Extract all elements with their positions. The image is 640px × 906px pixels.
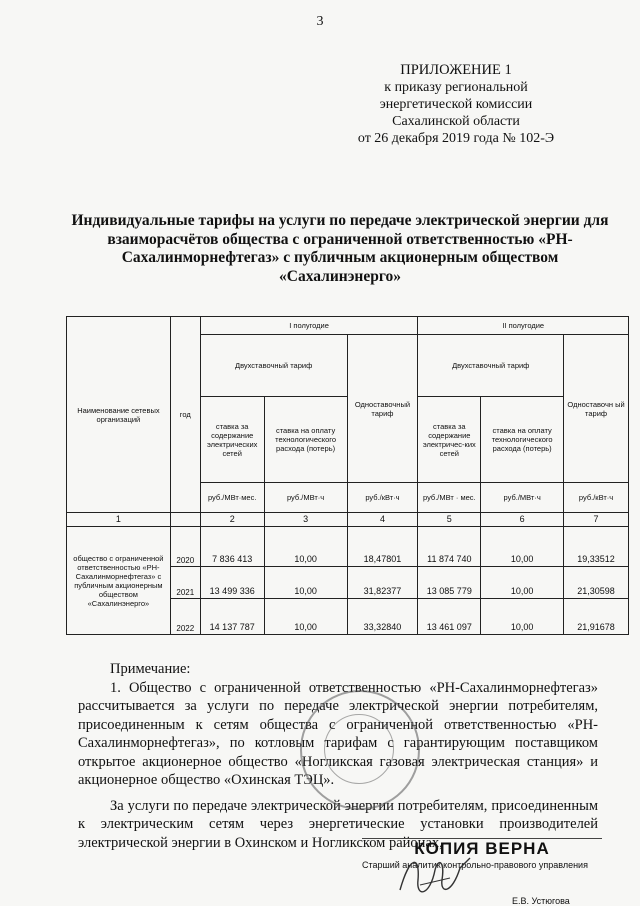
header-rate-loss-2: ставка на оплату технологического расхода (потерь) bbox=[481, 397, 564, 483]
note-heading: Примечание: bbox=[110, 661, 191, 677]
tariff-table bbox=[66, 316, 629, 635]
header-half-2: II полугодие bbox=[418, 317, 629, 335]
column-number: 3 bbox=[264, 513, 347, 527]
value-cell: 19,33512 bbox=[564, 527, 629, 567]
column-number: 1 bbox=[67, 513, 171, 527]
value-cell: 7 836 413 bbox=[200, 527, 264, 567]
unit-cell: руб./кВт·ч bbox=[347, 483, 418, 513]
header-rate-maint-2: ставка за содержание электричес-ких сетей bbox=[418, 397, 481, 483]
value-cell: 18,47801 bbox=[347, 527, 418, 567]
value-cell: 10,00 bbox=[481, 567, 564, 599]
value-cell: 10,00 bbox=[481, 599, 564, 635]
year-cell: 2020 bbox=[170, 527, 200, 567]
copy-stamp-subtitle: Старший аналитик контрольно-правового управления bbox=[362, 860, 588, 870]
header-one-part-2: Одноставочн ый тариф bbox=[564, 335, 629, 483]
copy-stamp-name: Е.В. Устюгова bbox=[512, 896, 570, 906]
appendix-line-4: от 26 декабря 2019 года № 102-Э bbox=[357, 131, 555, 146]
value-cell: 13 461 097 bbox=[418, 599, 481, 635]
header-rate-maint-1: ставка за содержание электрических сетей bbox=[200, 397, 264, 483]
table-row bbox=[67, 527, 629, 567]
unit-cell: руб./МВт·мес. bbox=[200, 483, 264, 513]
header-rate-loss-1: ставка на оплату технологического расхода (потерь) bbox=[264, 397, 347, 483]
handwritten-signature bbox=[390, 850, 480, 902]
copy-stamp-title: КОПИЯ ВЕРНА bbox=[362, 838, 602, 859]
header-half-1: I полугодие bbox=[200, 317, 418, 335]
value-cell: 14 137 787 bbox=[200, 599, 264, 635]
value-cell: 21,91678 bbox=[564, 599, 629, 635]
header-two-part-2: Двухставочный тариф bbox=[418, 335, 564, 397]
unit-cell: руб./кВт·ч bbox=[564, 483, 629, 513]
value-cell: 10,00 bbox=[264, 567, 347, 599]
header-org-name: Наименование сетевых организаций bbox=[67, 317, 171, 513]
value-cell: 13 085 779 bbox=[418, 567, 481, 599]
column-number: 2 bbox=[200, 513, 264, 527]
official-seal-inner bbox=[324, 714, 394, 784]
header-one-part-1: Одноставочный тариф bbox=[347, 335, 418, 483]
unit-cell: руб./МВт·ч bbox=[481, 483, 564, 513]
document-title: Индивидуальные тарифы на услуги по передаче электрической энергии для взаиморасчётов общества с ограниченной ответственностью «РН-Сахалинморнефтегаз» с публичным акционерным обществом «Сахалинэнерго» bbox=[71, 212, 609, 285]
value-cell: 10,00 bbox=[264, 527, 347, 567]
unit-cell: руб./МВт · мес. bbox=[418, 483, 481, 513]
header-year: год bbox=[170, 317, 200, 513]
value-cell: 31,82377 bbox=[347, 567, 418, 599]
header-two-part-1: Двухставочный тариф bbox=[200, 335, 347, 397]
value-cell: 33,32840 bbox=[347, 599, 418, 635]
column-number: 6 bbox=[481, 513, 564, 527]
appendix-line-2: энергетической комиссии bbox=[379, 97, 533, 112]
appendix-header bbox=[316, 62, 596, 147]
year-cell: 2022 bbox=[170, 599, 200, 635]
appendix-line-1: к приказу региональной bbox=[384, 80, 528, 95]
value-cell: 21,30598 bbox=[564, 567, 629, 599]
value-cell: 11 874 740 bbox=[418, 527, 481, 567]
column-number: 4 bbox=[347, 513, 418, 527]
column-number: 5 bbox=[418, 513, 481, 527]
value-cell: 10,00 bbox=[481, 527, 564, 567]
note-paragraph-1: 1. Общество с ограниченной ответственностью «РН-Сахалинморнефтегаз» рассчитывается за услуги по передаче электрической энергии потребителям, присоединенным к сетям общества с ограниченной ответственностью «РН-Сахалинморнефтегаз», по котловым тарифам с гарантирующим поставщиком открытое акционерное общество «Ногликская газовая электрическая станция» и акционерное общество «Охинская ТЭЦ». bbox=[78, 679, 598, 788]
value-cell: 13 499 336 bbox=[200, 567, 264, 599]
column-number bbox=[170, 513, 200, 527]
column-number: 7 bbox=[564, 513, 629, 527]
year-cell: 2021 bbox=[170, 567, 200, 599]
value-cell: 10,00 bbox=[264, 599, 347, 635]
appendix-line-3: Сахалинской области bbox=[392, 114, 520, 129]
org-name-cell: общество с ограниченной ответственностью «РН-Сахалинморнефтегаз» с публичным акционерным обществом «Сахалинэнерго» bbox=[67, 527, 171, 635]
unit-cell: руб./МВт·ч bbox=[264, 483, 347, 513]
appendix-title: ПРИЛОЖЕНИЕ 1 bbox=[400, 62, 512, 78]
note-paragraph-2: За услуги по передаче электрической энергии потребителям, присоединенным к электрическим сетям через энергетические установки производителей электрической энергии в Охинском и Ногликском районах, bbox=[78, 797, 598, 851]
page-number: 3 bbox=[316, 14, 324, 29]
